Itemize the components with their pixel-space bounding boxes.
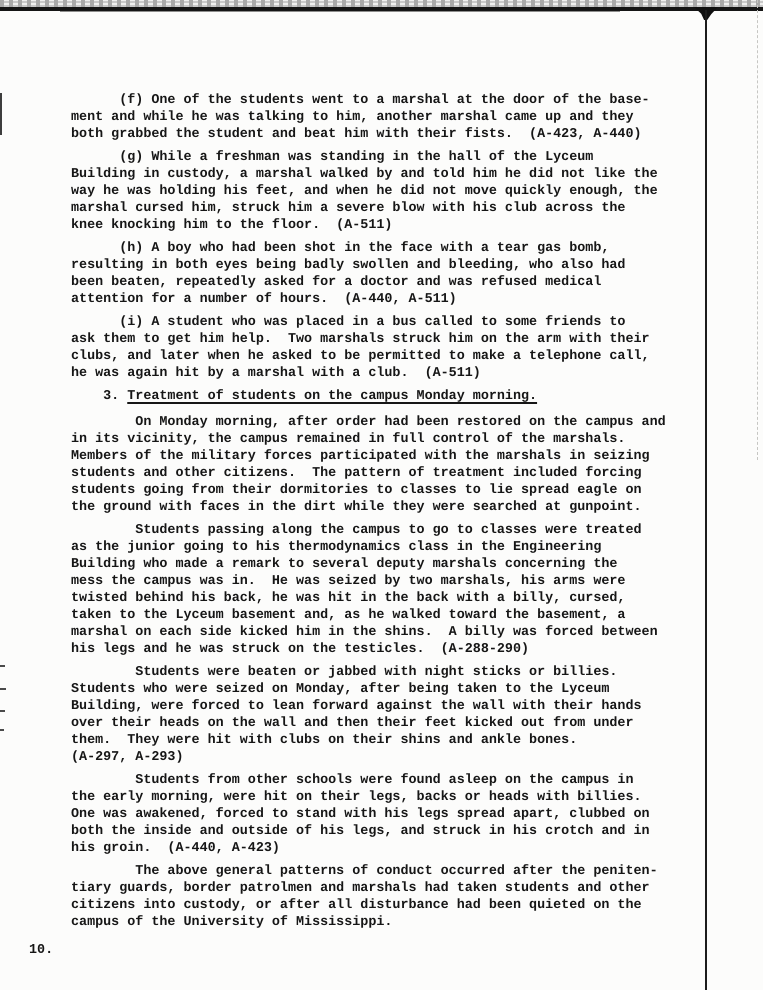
paragraph-monday-morning bbox=[71, 414, 711, 516]
text-line: both the inside and outside of his legs, and struck in his crotch and in bbox=[71, 824, 650, 839]
text-line: attention for a number of hours. (A-440, A-511) bbox=[71, 292, 457, 307]
left-edge-tick bbox=[0, 665, 5, 667]
text-line: Building who made a remark to several deputy marshals concerning the bbox=[71, 557, 618, 572]
text-line: (f) One of the students went to a marshal at the door of the base- bbox=[71, 93, 650, 108]
text-line: his groin. (A-440, A-423) bbox=[71, 841, 280, 856]
text-line: Members of the military forces participated with the marshals in seizing bbox=[71, 449, 650, 464]
paragraph-g bbox=[71, 149, 711, 234]
text-line: Students who were seized on Monday, after being taken to the Lyceum bbox=[71, 682, 610, 697]
left-edge-tick bbox=[0, 688, 6, 690]
text-line: way he was holding his feet, and when he did not move quickly enough, the bbox=[71, 184, 658, 199]
paragraph-f bbox=[71, 92, 711, 143]
paragraph-conclusion bbox=[71, 863, 711, 931]
heading-title: Treatment of students on the campus Monday morning. bbox=[127, 389, 538, 404]
text-line: resulting in both eyes being badly swollen and bleeding, who also had bbox=[71, 258, 626, 273]
text-line: Building in custody, a marshal walked by and told him he did not like the bbox=[71, 167, 658, 182]
text-line: citizens into custody, or after all disturbance had been quieted on the bbox=[71, 898, 642, 913]
heading-section-3 bbox=[71, 388, 711, 405]
text-line: the ground with faces in the dirt while they were searched at gunpoint. bbox=[71, 500, 642, 515]
scan-faint-dotted-line bbox=[757, 0, 758, 460]
scan-edge-dither bbox=[0, 0, 763, 7]
text-line: been beaten, repeatedly asked for a doctor and was refused medical bbox=[71, 275, 602, 290]
paragraph-junior-engineering bbox=[71, 522, 711, 658]
text-line: taken to the Lyceum basement and, as he walked toward the basement, a bbox=[71, 608, 626, 623]
text-line: The above general patterns of conduct occurred after the peniten- bbox=[71, 864, 658, 879]
text-line: (g) While a freshman was standing in the hall of the Lyceum bbox=[71, 150, 594, 165]
text-line: students going from their dormitories to classes to lie spread eagle on bbox=[71, 483, 642, 498]
text-line: knee knocking him to the floor. (A-511) bbox=[71, 218, 393, 233]
paragraph-night-sticks bbox=[71, 664, 711, 766]
text-line: ask them to get him help. Two marshals struck him on the arm with their bbox=[71, 332, 650, 347]
text-line: students and other citizens. The pattern of treatment included forcing bbox=[71, 466, 642, 481]
text-line: over their heads on the wall and then their feet kicked out from under bbox=[71, 716, 634, 731]
page-number: 10. bbox=[29, 943, 54, 958]
left-edge-mark bbox=[0, 93, 2, 135]
text-line: (i) A student who was placed in a bus called to some friends to bbox=[71, 315, 626, 330]
text-line: as the junior going to his thermodynamics class in the Engineering bbox=[71, 540, 602, 555]
left-edge-tick bbox=[0, 710, 5, 712]
text-line: campus of the University of Mississippi. bbox=[71, 915, 393, 930]
document-body bbox=[71, 92, 711, 937]
text-line: his legs and he was struck on the testicles. (A-288-290) bbox=[71, 642, 530, 657]
text-line: in its vicinity, the campus remained in full control of the marshals. bbox=[71, 432, 626, 447]
text-line: Students were beaten or jabbed with night sticks or billies. bbox=[71, 665, 618, 680]
text-line: (A-297, A-293) bbox=[71, 750, 184, 765]
text-line: Students from other schools were found asleep on the campus in bbox=[71, 773, 634, 788]
text-line: Building, were forced to lean forward against the wall with their hands bbox=[71, 699, 642, 714]
text-line: both grabbed the student and beat him with their fists. (A-423, A-440) bbox=[71, 127, 642, 142]
heading-number: 3. bbox=[71, 389, 128, 404]
text-line: (h) A boy who had been shot in the face with a tear gas bomb, bbox=[71, 241, 610, 256]
text-line: marshal on each side kicked him in the shins. A billy was forced between bbox=[71, 625, 658, 640]
text-line: clubs, and later when he asked to be permitted to make a telephone call, bbox=[71, 349, 650, 364]
text-line: the early morning, were hit on their legs, backs or heads with billies. bbox=[71, 790, 642, 805]
text-line: he was again hit by a marshal with a club. (A-511) bbox=[71, 366, 481, 381]
text-line: them. They were hit with clubs on their shins and ankle bones. bbox=[71, 733, 578, 748]
page-top-edge-line-faint bbox=[60, 11, 620, 12]
paragraph-asleep-on-campus bbox=[71, 772, 711, 857]
text-line: Students passing along the campus to go to classes were treated bbox=[71, 523, 642, 538]
text-line: marshal cursed him, struck him a severe blow with his club across the bbox=[71, 201, 626, 216]
paragraph-h bbox=[71, 240, 711, 308]
text-line: One was awakened, forced to stand with his legs spread apart, clubbed on bbox=[71, 807, 650, 822]
text-line: ment and while he was talking to him, another marshal came up and they bbox=[71, 110, 634, 125]
paragraph-i bbox=[71, 314, 711, 382]
text-line: twisted behind his back, he was hit in the back with a billy, cursed, bbox=[71, 591, 626, 606]
text-line: On Monday morning, after order had been restored on the campus and bbox=[71, 415, 666, 430]
text-line: tiary guards, border patrolmen and marshals had taken students and other bbox=[71, 881, 650, 896]
left-edge-tick bbox=[0, 729, 4, 731]
text-line: mess the campus was in. He was seized by two marshals, his arms were bbox=[71, 574, 626, 589]
